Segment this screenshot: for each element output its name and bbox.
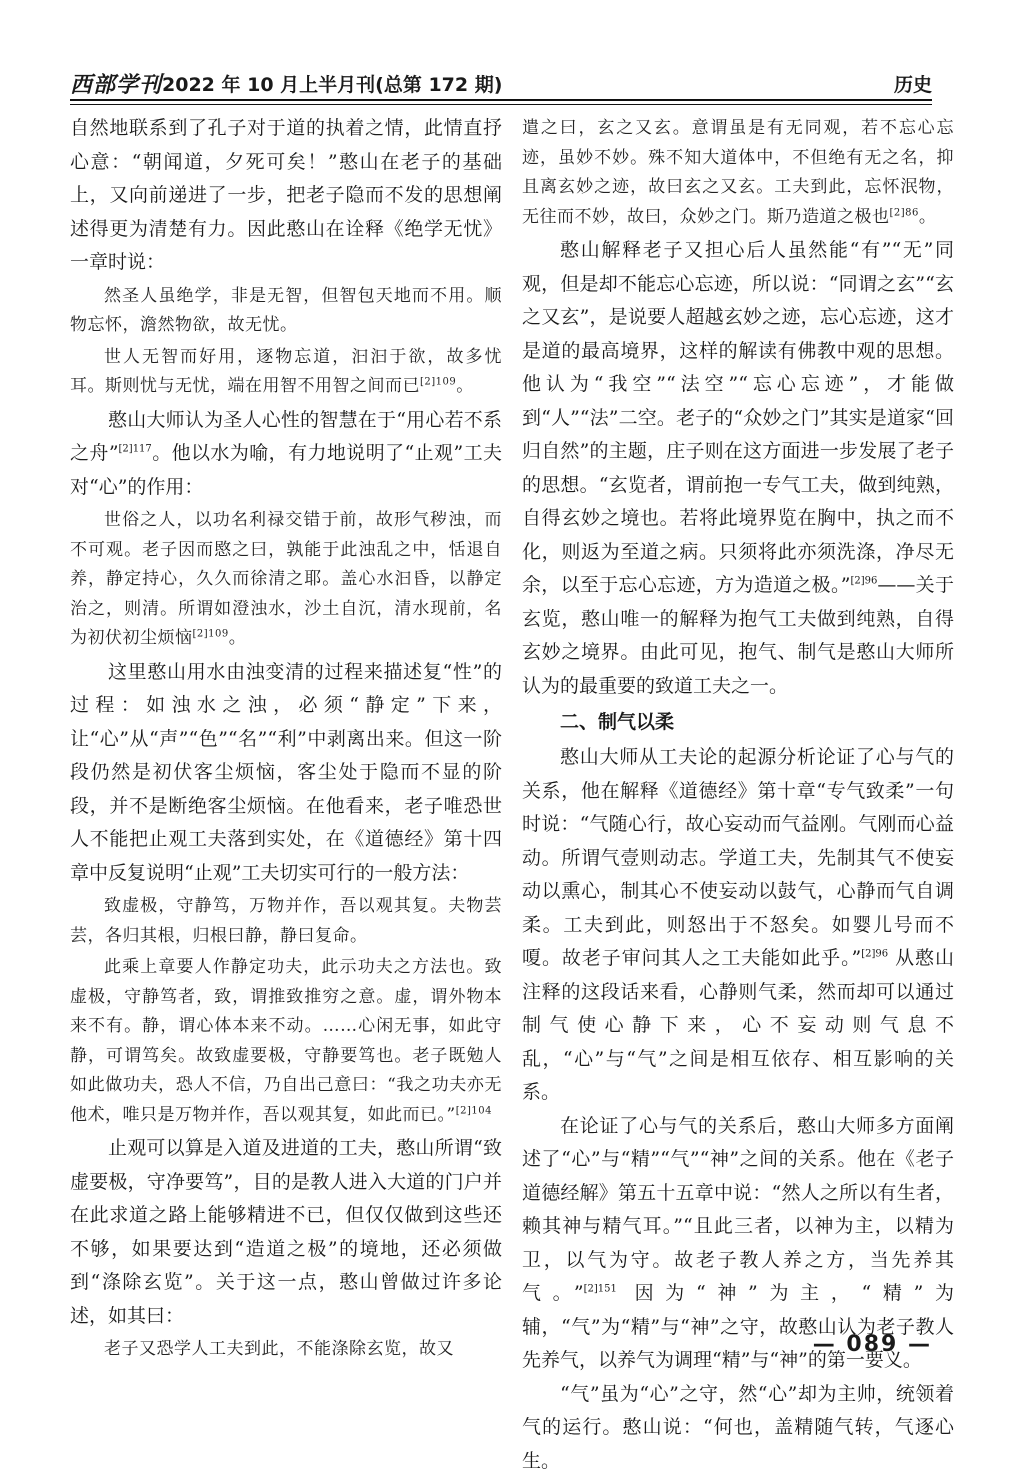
paragraph-text: 在论证了心与气的关系后，憨山大师多方面阐述了“心”与“精”“气”“神”之间的关系。他在《老子道德经解》第五十五章中说：“然人之所以有生者，赖其神与精气耳。”“且此三者，以神为主，以精为卫，以气为守。故老子教人养之方，当先养其气。”	[522, 1115, 954, 1305]
paragraph-text: 致虚极，守静笃，万物并作，吾以观其复。夫物芸芸，各归其根，归根曰静，静曰复命。	[70, 896, 502, 946]
journal-logo: 西部学刊	[70, 68, 162, 99]
block-quote	[522, 114, 954, 232]
paragraph-text: 憨山解释老子又担心后人虽然能“有”“无”同观，但是却不能忘心忘迹，所以说：“同谓之玄”“玄之又玄”，是说要人超越玄妙之迹，忘心忘迹，这才是道的最高境界，这样的解读有佛教中观的思想。他认为“我空”“法空”“忘心忘迹”，才能做到“人”“法”二空。老子的“众妙之门”其实是道家“回归自然”的主题，庄子则在这方面进一步发展了老子的思想。“玄览者，谓前抱一专气工夫，做到纯熟，自得玄妙之境也。若将此境界览在胸中，执之而不化，则返为至道之病。只须将此亦须洗涤，净尽无余，以至于忘心忘迹，方为造道之极。”	[522, 239, 954, 596]
right-column	[522, 112, 954, 1478]
paragraph	[70, 404, 502, 505]
paragraph-tail: 。	[456, 376, 474, 396]
paragraph-text: 遣之曰，玄之又玄。意谓虽是有无同观，若不忘心忘迹，虽妙不妙。殊不知大道体中，不但绝有无之名，抑且离玄妙之迹，故曰玄之又玄。工夫到此，忘怀泯物，无往而不妙，故曰，众妙之门。斯乃造道之极也	[522, 118, 954, 227]
citation-marker: [2]117	[119, 444, 152, 455]
paragraph-text: 这里憨山用水由浊变清的过程来描述复“性”的过程：如浊水之浊，必须“静定”下来，让“心”从“声”“色”“名”“利”中剥离出来。但这一阶段仍然是初伏客尘烦恼，客尘处于隐而不显的阶段，并不是断绝客尘烦恼。在他看来，老子唯恐世人不能把止观工夫落到实处，在《道德经》第十四章中反复说明“止观”工夫切实可行的一般方法：	[70, 661, 502, 884]
header-rule-thin	[70, 104, 932, 105]
block-quote	[70, 282, 502, 341]
paragraph-text: 憨山大师从工夫论的起源分析论证了心与气的关系，他在解释《道德经》第十章“专气致柔”一句时说：“气随心行，故心妄动而气益刚。气刚而心益动。所谓气壹则动志。学道工夫，先制其气不使妄动以熏心，制其心不使妄动以鼓气，心静而气自调柔。工夫到此，则怒出于不怒矣。如婴儿号而不嗄。故老子审问其人之工夫能如此乎。”	[522, 746, 954, 969]
paragraph-tail: ——关于玄览，憨山唯一的解释为抱气工夫做到纯熟，自得玄妙之境界。由此可见，抱气、制气是憨山大师所认为的最重要的致道工夫之一。	[522, 574, 954, 697]
paragraph-tail: 从憨山注释的这段话来看，心静则气柔，然而却可以通过制气使心静下来，心不妄动则气息不乱，“心”与“气”之间是相互依存、相互影响的关系。	[522, 947, 954, 1103]
page-number: — 089 —	[813, 1332, 932, 1357]
issue-info: 2022 年 10 月上半月刊(总第 172 期)	[162, 70, 502, 97]
paragraph	[522, 741, 954, 1110]
paragraph	[522, 1378, 954, 1478]
citation-marker: [2]86	[890, 207, 919, 218]
paragraph-tail: 。他以水为喻，有力地说明了“止观”工夫对“心”的作用：	[70, 442, 502, 498]
block-quote	[70, 1335, 502, 1365]
section-title: 历史	[894, 70, 932, 97]
section-heading	[522, 705, 954, 739]
paragraph	[70, 656, 502, 891]
block-quote	[70, 506, 502, 654]
paragraph-tail: 。	[229, 628, 247, 648]
paragraph-text: 自然地联系到了孔子对于道的执着之情，此情直抒心意：“朝闻道，夕死可矣！”憨山在老子的基础上，又向前递进了一步，把老子隐而不发的思想阐述得更为清楚有力。因此憨山在诠释《绝学无忧》一章时说：	[70, 117, 502, 273]
paragraph-tail: 。	[919, 207, 937, 227]
paragraph-text: 老子又恐学人工夫到此，不能涤除玄览，故又	[104, 1339, 454, 1359]
citation-marker: [2]109	[420, 376, 456, 387]
block-quote	[70, 892, 502, 951]
paragraph-text: 二、制气以柔	[560, 711, 674, 733]
citation-marker: [2]96	[850, 576, 877, 587]
paragraph-text: “气”虽为“心”之守，然“心”却为主帅，统领着气的运行。憨山说：“何也，盖精随气转，气逐心生。	[522, 1383, 954, 1472]
paragraph-text: 世人无智而好用，逐物忘道，汩汩于欲，故多忧耳。斯则忧与无忧，端在用智不用智之间而已	[70, 347, 502, 397]
paragraph-tail: 因为“神”为主，“精”为辅，“气”为“精”与“神”之守，故憨山认为老子教人先养气，以养气为调理“精”与“神”的第一要义。	[522, 1282, 954, 1371]
paragraph	[522, 234, 954, 703]
citation-marker: [2]109	[193, 628, 229, 639]
block-quote	[70, 953, 502, 1130]
citation-marker: [2]151	[584, 1284, 617, 1295]
paragraph	[70, 112, 502, 280]
paragraph	[70, 1132, 502, 1333]
paragraph-text: 憨山大师认为圣人心性的智慧在于“用心若不系之舟”	[70, 409, 502, 465]
paragraph-text: 止观可以算是入道及进道的工夫，憨山所谓“致虚要极，守净要笃”，目的是教人进入大道的门户并在此求道之路上能够精进不已，但仅仅做到这些还不够，如果要达到“造道之极”的境地，还必须做到“涤除玄览”。关于这一点，憨山曾做过许多论述，如其曰：	[70, 1137, 502, 1327]
paragraph-text: 此乘上章要人作静定功夫，此示功夫之方法也。致虚极，守静笃者，致，谓推致推穷之意。虚，谓外物本来不有。静，谓心体本来不动。……心闲无事，如此守静，可谓笃矣。故致虚要极，守静要笃也。老子既勉人如此做功夫，恐人不信，乃自出己意曰：“我之功夫亦无他术，唯只是万物并作，吾以观其复，如此而已。”	[70, 957, 502, 1125]
paragraph-text: 世俗之人，以功名利禄交错于前，故形气秽浊，而不可观。老子因而愍之曰，孰能于此浊乱之中，恬退自养，静定持心，久久而徐清之耶。盖心水汩昏，以静定治之，则清。所谓如澄浊水，沙土自沉，清水现前，名为初伏初尘烦恼	[70, 510, 502, 648]
block-quote	[70, 343, 502, 402]
citation-marker: [2]96	[861, 949, 888, 960]
left-column	[70, 112, 502, 1367]
header-rule	[70, 99, 932, 101]
citation-marker: [2]104	[456, 1105, 492, 1116]
paragraph-text: 然圣人虽绝学，非是无智，但智包天地而不用。顺物忘怀，澹然物欲，故无忧。	[70, 286, 502, 336]
page-header	[70, 64, 932, 100]
